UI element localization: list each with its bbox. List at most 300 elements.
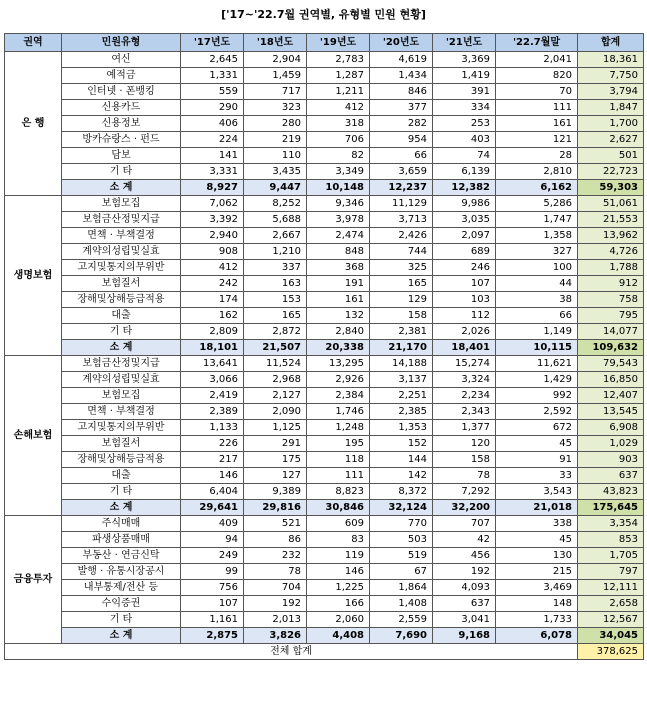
header-total: 합계 [578,34,644,52]
type-cell: 부동산 · 연금신탁 [62,548,181,564]
header-2022-jul: '22.7월말 [496,34,578,52]
type-cell: 장해및상해등급적용 [62,292,181,308]
total-cell: 21,553 [578,212,644,228]
value-cell: 215 [496,564,578,580]
value-cell: 2,904 [244,52,307,68]
value-cell: 2,810 [496,164,578,180]
type-cell: 담보 [62,148,181,164]
value-cell: 707 [433,516,496,532]
total-cell: 6,908 [578,420,644,436]
value-cell: 3,435 [244,164,307,180]
value-cell: 219 [244,132,307,148]
value-cell: 3,331 [181,164,244,180]
table-row [5,68,644,84]
value-cell: 559 [181,84,244,100]
table-row [5,52,644,68]
value-cell: 2,384 [307,388,370,404]
value-cell: 10,148 [307,180,370,196]
value-cell: 2,872 [244,324,307,340]
table-row [5,596,644,612]
value-cell: 99 [181,564,244,580]
value-cell: 1,248 [307,420,370,436]
value-cell: 1,149 [496,324,578,340]
value-cell: 368 [307,260,370,276]
value-cell: 2,419 [181,388,244,404]
value-cell: 175 [244,452,307,468]
value-cell: 1,377 [433,420,496,436]
value-cell: 165 [244,308,307,324]
value-cell: 3,978 [307,212,370,228]
value-cell: 1,353 [370,420,433,436]
value-cell: 226 [181,436,244,452]
value-cell: 78 [244,564,307,580]
table-row [5,532,644,548]
value-cell: 1,211 [307,84,370,100]
header-row [5,34,644,52]
value-cell: 118 [307,452,370,468]
value-cell: 1,358 [496,228,578,244]
value-cell: 191 [307,276,370,292]
total-cell: 51,061 [578,196,644,212]
value-cell: 21,507 [244,340,307,356]
value-cell: 21,018 [496,500,578,516]
header-2020: '20년도 [370,34,433,52]
type-cell: 소 계 [62,500,181,516]
type-cell: 신용카드 [62,100,181,116]
value-cell: 2,389 [181,404,244,420]
value-cell: 146 [307,564,370,580]
value-cell: 334 [433,100,496,116]
value-cell: 2,809 [181,324,244,340]
value-cell: 848 [307,244,370,260]
value-cell: 338 [496,516,578,532]
value-cell: 146 [181,468,244,484]
type-cell: 장해및상해등급적용 [62,452,181,468]
total-cell: 14,077 [578,324,644,340]
value-cell: 111 [307,468,370,484]
value-cell: 1,459 [244,68,307,84]
type-cell: 여신 [62,52,181,68]
value-cell: 6,078 [496,628,578,644]
type-cell: 방카슈랑스 · 펀드 [62,132,181,148]
value-cell: 174 [181,292,244,308]
value-cell: 45 [496,436,578,452]
value-cell: 165 [370,276,433,292]
table-row [5,100,644,116]
value-cell: 130 [496,548,578,564]
value-cell: 717 [244,84,307,100]
value-cell: 756 [181,580,244,596]
value-cell: 1,161 [181,612,244,628]
value-cell: 3,826 [244,628,307,644]
value-cell: 232 [244,548,307,564]
table-row [5,484,644,500]
total-cell: 34,045 [578,628,644,644]
total-cell: 1,029 [578,436,644,452]
value-cell: 129 [370,292,433,308]
total-cell: 3,794 [578,84,644,100]
value-cell: 12,237 [370,180,433,196]
value-cell: 820 [496,68,578,84]
type-cell: 신용정보 [62,116,181,132]
value-cell: 704 [244,580,307,596]
value-cell: 318 [307,116,370,132]
type-cell: 보험질서 [62,436,181,452]
value-cell: 2,840 [307,324,370,340]
value-cell: 689 [433,244,496,260]
value-cell: 32,200 [433,500,496,516]
value-cell: 2,559 [370,612,433,628]
total-cell: 2,658 [578,596,644,612]
value-cell: 162 [181,308,244,324]
value-cell: 246 [433,260,496,276]
value-cell: 91 [496,452,578,468]
table-row [5,132,644,148]
value-cell: 2,385 [370,404,433,420]
type-cell: 수익증권 [62,596,181,612]
value-cell: 4,619 [370,52,433,68]
subtotal-row [5,500,644,516]
value-cell: 2,968 [244,372,307,388]
value-cell: 7,062 [181,196,244,212]
value-cell: 282 [370,116,433,132]
value-cell: 521 [244,516,307,532]
value-cell: 1,210 [244,244,307,260]
total-cell: 637 [578,468,644,484]
value-cell: 195 [307,436,370,452]
value-cell: 242 [181,276,244,292]
value-cell: 637 [433,596,496,612]
total-cell: 13,962 [578,228,644,244]
value-cell: 12,382 [433,180,496,196]
value-cell: 103 [433,292,496,308]
header-region: 권역 [5,34,62,52]
type-cell: 면책 · 부책결정 [62,228,181,244]
table-row [5,212,644,228]
value-cell: 2,090 [244,404,307,420]
table-row [5,564,644,580]
value-cell: 66 [370,148,433,164]
grand-total-value: 378,625 [578,644,644,660]
value-cell: 2,343 [433,404,496,420]
value-cell: 144 [370,452,433,468]
value-cell: 14,188 [370,356,433,372]
table-row [5,404,644,420]
value-cell: 3,659 [370,164,433,180]
total-cell: 3,354 [578,516,644,532]
table-row [5,276,644,292]
value-cell: 1,419 [433,68,496,84]
total-cell: 797 [578,564,644,580]
value-cell: 38 [496,292,578,308]
region-cell: 생명보험 [5,196,62,356]
value-cell: 280 [244,116,307,132]
value-cell: 327 [496,244,578,260]
value-cell: 153 [244,292,307,308]
table-row [5,548,644,564]
table-row [5,228,644,244]
value-cell: 224 [181,132,244,148]
value-cell: 30,846 [307,500,370,516]
value-cell: 609 [307,516,370,532]
value-cell: 120 [433,436,496,452]
value-cell: 142 [370,468,433,484]
value-cell: 503 [370,532,433,548]
total-cell: 175,645 [578,500,644,516]
value-cell: 3,137 [370,372,433,388]
value-cell: 163 [244,276,307,292]
value-cell: 3,035 [433,212,496,228]
value-cell: 148 [496,596,578,612]
value-cell: 3,543 [496,484,578,500]
value-cell: 8,823 [307,484,370,500]
value-cell: 3,041 [433,612,496,628]
value-cell: 770 [370,516,433,532]
type-cell: 인터넷 · 폰뱅킹 [62,84,181,100]
value-cell: 66 [496,308,578,324]
value-cell: 132 [307,308,370,324]
value-cell: 1,733 [496,612,578,628]
total-cell: 795 [578,308,644,324]
value-cell: 9,389 [244,484,307,500]
value-cell: 3,392 [181,212,244,228]
value-cell: 11,621 [496,356,578,372]
value-cell: 2,783 [307,52,370,68]
value-cell: 249 [181,548,244,564]
value-cell: 21,170 [370,340,433,356]
table-row [5,116,644,132]
value-cell: 166 [307,596,370,612]
value-cell: 158 [433,452,496,468]
table-row [5,468,644,484]
value-cell: 253 [433,116,496,132]
total-cell: 43,823 [578,484,644,500]
value-cell: 519 [370,548,433,564]
value-cell: 672 [496,420,578,436]
total-cell: 1,700 [578,116,644,132]
type-cell: 소 계 [62,340,181,356]
value-cell: 3,469 [496,580,578,596]
total-cell: 12,567 [578,612,644,628]
value-cell: 82 [307,148,370,164]
header-type: 민원유형 [62,34,181,52]
region-cell: 금융투자 [5,516,62,644]
value-cell: 78 [433,468,496,484]
total-cell: 12,407 [578,388,644,404]
type-cell: 주식매매 [62,516,181,532]
header-2021: '21년도 [433,34,496,52]
value-cell: 9,986 [433,196,496,212]
value-cell: 377 [370,100,433,116]
value-cell: 158 [370,308,433,324]
value-cell: 3,369 [433,52,496,68]
value-cell: 18,101 [181,340,244,356]
value-cell: 161 [307,292,370,308]
value-cell: 28 [496,148,578,164]
type-cell: 고지및통지의무위반 [62,260,181,276]
value-cell: 1,747 [496,212,578,228]
value-cell: 9,168 [433,628,496,644]
value-cell: 5,286 [496,196,578,212]
value-cell: 992 [496,388,578,404]
table-row [5,148,644,164]
value-cell: 100 [496,260,578,276]
value-cell: 192 [244,596,307,612]
header-2019: '19년도 [307,34,370,52]
value-cell: 112 [433,308,496,324]
table-row [5,372,644,388]
value-cell: 2,926 [307,372,370,388]
value-cell: 337 [244,260,307,276]
value-cell: 406 [181,116,244,132]
value-cell: 846 [370,84,433,100]
value-cell: 2,645 [181,52,244,68]
type-cell: 보험모집 [62,388,181,404]
table-row [5,580,644,596]
table-title: ['17~'22.7월 권역별, 유형별 민원 현황] [221,8,426,21]
type-cell: 내부통제/전산 등 [62,580,181,596]
type-cell: 발행 · 유통시장공시 [62,564,181,580]
header-2017: '17년도 [181,34,244,52]
value-cell: 2,474 [307,228,370,244]
value-cell: 70 [496,84,578,100]
value-cell: 5,688 [244,212,307,228]
type-cell: 대출 [62,468,181,484]
value-cell: 291 [244,436,307,452]
value-cell: 13,641 [181,356,244,372]
table-row [5,292,644,308]
value-cell: 11,524 [244,356,307,372]
value-cell: 42 [433,532,496,548]
value-cell: 2,097 [433,228,496,244]
value-cell: 18,401 [433,340,496,356]
type-cell: 기 타 [62,612,181,628]
value-cell: 2,940 [181,228,244,244]
value-cell: 3,713 [370,212,433,228]
value-cell: 29,816 [244,500,307,516]
value-cell: 127 [244,468,307,484]
total-cell: 18,361 [578,52,644,68]
value-cell: 13,295 [307,356,370,372]
table-row [5,388,644,404]
total-cell: 109,632 [578,340,644,356]
total-cell: 4,726 [578,244,644,260]
value-cell: 45 [496,532,578,548]
value-cell: 3,324 [433,372,496,388]
value-cell: 111 [496,100,578,116]
value-cell: 2,251 [370,388,433,404]
value-cell: 2,667 [244,228,307,244]
value-cell: 67 [370,564,433,580]
value-cell: 9,447 [244,180,307,196]
value-cell: 9,346 [307,196,370,212]
total-cell: 13,545 [578,404,644,420]
value-cell: 152 [370,436,433,452]
type-cell: 보험질서 [62,276,181,292]
table-row [5,196,644,212]
value-cell: 456 [433,548,496,564]
value-cell: 2,426 [370,228,433,244]
value-cell: 4,093 [433,580,496,596]
value-cell: 74 [433,148,496,164]
value-cell: 32,124 [370,500,433,516]
value-cell: 107 [433,276,496,292]
value-cell: 161 [496,116,578,132]
value-cell: 412 [307,100,370,116]
value-cell: 744 [370,244,433,260]
table-row [5,436,644,452]
value-cell: 8,372 [370,484,433,500]
value-cell: 1,287 [307,68,370,84]
type-cell: 고지및통지의무위반 [62,420,181,436]
value-cell: 2,127 [244,388,307,404]
table-row [5,260,644,276]
value-cell: 323 [244,100,307,116]
total-cell: 79,543 [578,356,644,372]
subtotal-row [5,340,644,356]
type-cell: 대출 [62,308,181,324]
value-cell: 412 [181,260,244,276]
total-cell: 1,705 [578,548,644,564]
value-cell: 141 [181,148,244,164]
value-cell: 908 [181,244,244,260]
grand-total-label: 전체 합계 [5,644,578,660]
total-cell: 853 [578,532,644,548]
type-cell: 기 타 [62,324,181,340]
value-cell: 3,349 [307,164,370,180]
value-cell: 33 [496,468,578,484]
value-cell: 2,060 [307,612,370,628]
value-cell: 1,125 [244,420,307,436]
total-cell: 912 [578,276,644,292]
value-cell: 2,592 [496,404,578,420]
type-cell: 파생상품매매 [62,532,181,548]
value-cell: 110 [244,148,307,164]
value-cell: 94 [181,532,244,548]
type-cell: 계약의성립및실효 [62,244,181,260]
value-cell: 409 [181,516,244,532]
value-cell: 107 [181,596,244,612]
value-cell: 2,041 [496,52,578,68]
value-cell: 290 [181,100,244,116]
value-cell: 2,234 [433,388,496,404]
total-cell: 59,303 [578,180,644,196]
value-cell: 2,381 [370,324,433,340]
table-row [5,356,644,372]
value-cell: 44 [496,276,578,292]
table-row [5,84,644,100]
type-cell: 기 타 [62,484,181,500]
value-cell: 1,331 [181,68,244,84]
value-cell: 3,066 [181,372,244,388]
total-cell: 1,847 [578,100,644,116]
total-cell: 501 [578,148,644,164]
value-cell: 11,129 [370,196,433,212]
type-cell: 보험금산정및지급 [62,356,181,372]
table-row [5,516,644,532]
table-row [5,612,644,628]
value-cell: 2,875 [181,628,244,644]
value-cell: 83 [307,532,370,548]
value-cell: 20,338 [307,340,370,356]
total-cell: 12,111 [578,580,644,596]
table-row [5,164,644,180]
value-cell: 2,026 [433,324,496,340]
value-cell: 7,690 [370,628,433,644]
value-cell: 4,408 [307,628,370,644]
value-cell: 1,133 [181,420,244,436]
value-cell: 1,429 [496,372,578,388]
